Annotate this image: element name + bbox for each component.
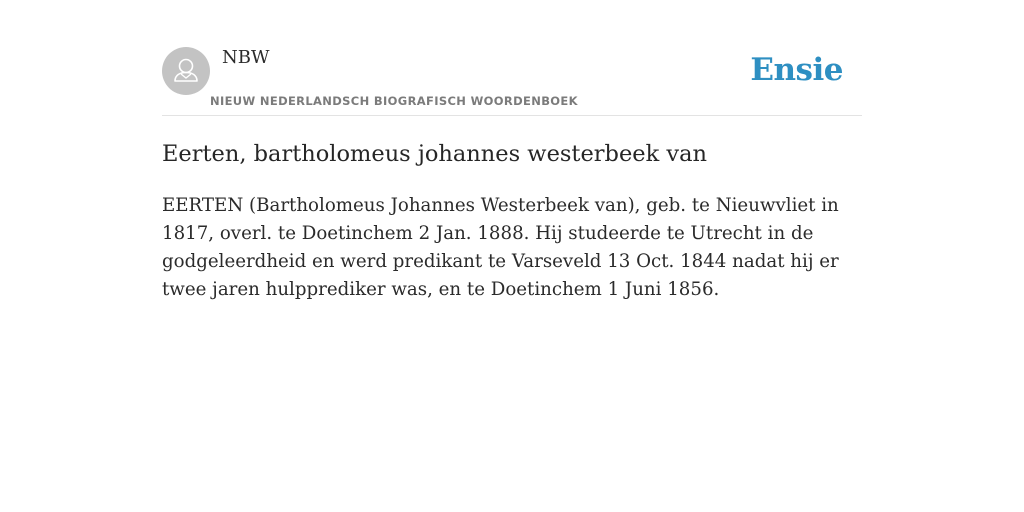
- source-avatar[interactable]: [162, 47, 210, 95]
- source-full-name: NIEUW NEDERLANDSCH BIOGRAFISCH WOORDENBOEK: [210, 94, 578, 108]
- entry-body: EERTEN (Bartholomeus Johannes Westerbeek van), geb. te Nieuwvliet in 1817, overl. te Doetinchem 2 Jan. 1888. Hij studeerde te Utrecht in de godgeleerdheid en werd predikant te Varseveld 13 Oct. 1844 nadat hij er twee jaren hulpprediker was, en te Doetinchem 1 Juni 1856.: [162, 195, 839, 300]
- entry-title: Eerten, bartholomeus johannes westerbeek van: [162, 141, 707, 167]
- source-name[interactable]: NBW: [222, 47, 270, 68]
- brand-logo-link[interactable]: Ensie: [750, 52, 843, 88]
- user-icon: [162, 47, 210, 95]
- source-header: [162, 40, 862, 116]
